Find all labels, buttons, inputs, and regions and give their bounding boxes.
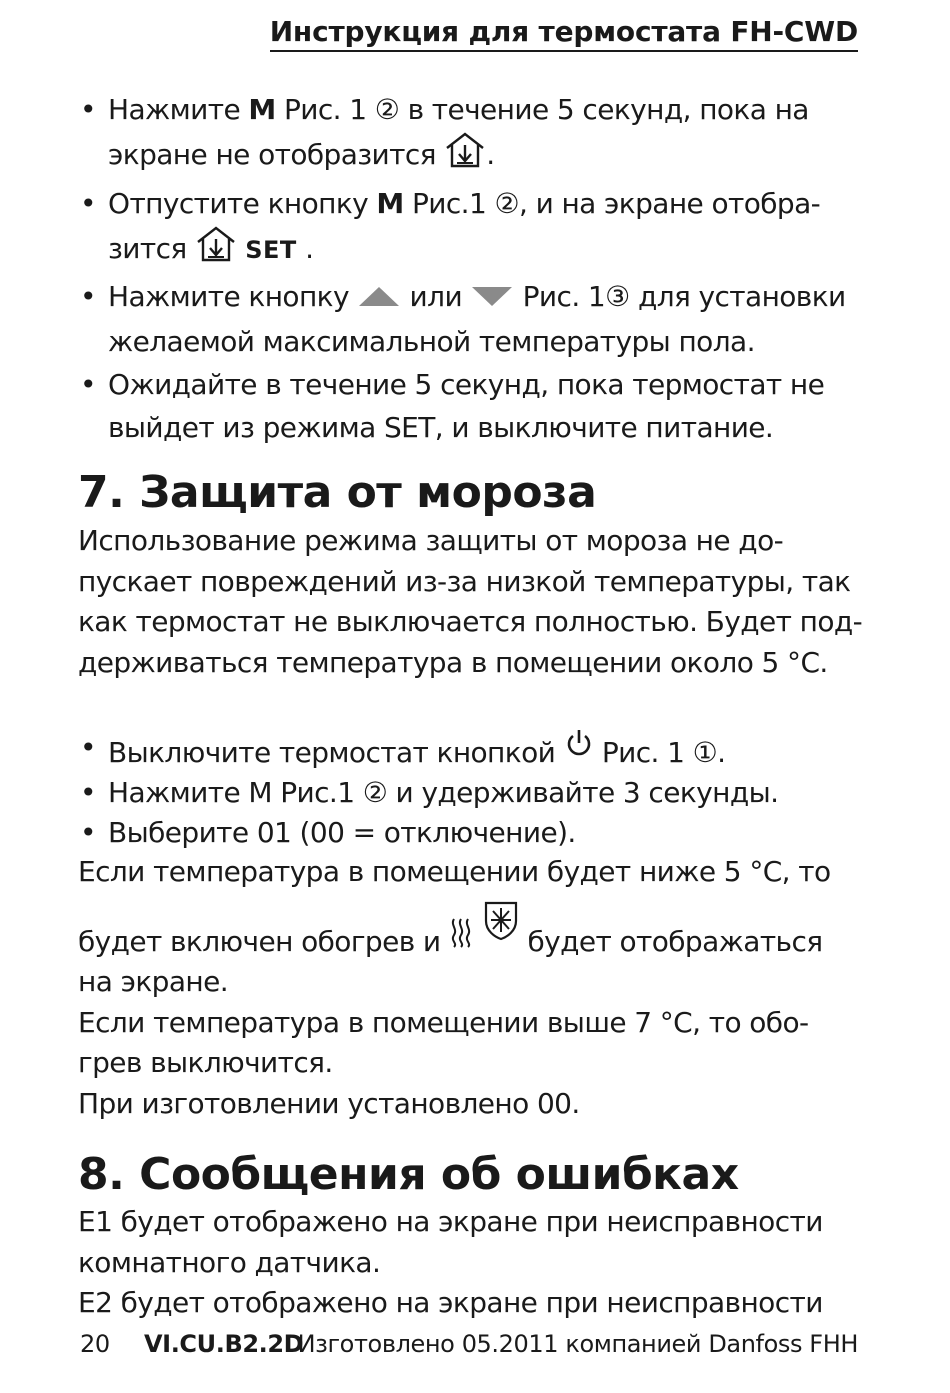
- list-item: [78, 728, 878, 773]
- paragraph-line: как термостат не выключается полностью. Будет под-: [78, 605, 863, 638]
- house-down-arrow-icon: [444, 131, 486, 181]
- paragraph-text: будет отображаться: [519, 924, 823, 958]
- triangle-up-icon: [357, 277, 401, 320]
- step-text: Выключите термостат кнопкой: [108, 736, 564, 769]
- frost-shield-icon: [483, 899, 519, 953]
- step-text: • Нажмите M Рис.1 ② и удерживайте 3 секунды.: [108, 776, 779, 809]
- section-8-heading: 8. Сообщения об ошибках: [78, 1149, 739, 1200]
- manufacture-note: Изготовлено 05.2011 компанией Danfoss FHH: [297, 1330, 858, 1358]
- list-item: [78, 813, 878, 853]
- frost-details: [78, 852, 878, 1124]
- paragraph-line: При изготовлении установлено 00.: [78, 1086, 580, 1120]
- set-display-label: SET: [245, 236, 297, 264]
- paragraph-line: Если температура в помещении будет ниже 5 °C, то: [78, 855, 831, 888]
- power-icon: [564, 728, 594, 769]
- paragraph-line: Если температура в помещении выше 7 °C, то обо-: [78, 1005, 809, 1039]
- mode-key-label: M: [376, 187, 404, 220]
- list-item: [78, 773, 878, 813]
- list-item: [78, 363, 878, 449]
- page-footer: [80, 1330, 870, 1366]
- step-text: • Выберите 01 (00 = отключение).: [108, 816, 576, 849]
- section-7-heading: 7. Защита от мороза: [78, 467, 597, 518]
- paragraph-line: грев выключится.: [78, 1046, 333, 1079]
- frost-steps-list: [78, 728, 878, 853]
- step-text: Нажмите кнопку: [108, 280, 358, 313]
- paragraph-line: Использование режима защиты от мороза не до-: [78, 524, 784, 557]
- step-text: Рис. 1 ①.: [593, 736, 726, 769]
- paragraph-line: пускает повреждений из-за низкой температуры, так: [78, 564, 851, 598]
- paragraph-line: комнатного датчика.: [78, 1245, 381, 1279]
- step-text: Рис.1 ②, и на экране отобра-: [403, 187, 821, 220]
- step-text: Нажмите: [108, 93, 249, 126]
- step-text: Рис. 1③ для установки: [514, 280, 846, 313]
- house-down-arrow-icon: [195, 225, 237, 275]
- step-text: Рис. 1 ② в течение 5 секунд, пока на: [275, 93, 809, 126]
- list-item: [78, 88, 878, 181]
- step-text: Отпустите кнопку: [108, 187, 377, 220]
- list-item: [78, 182, 878, 275]
- paragraph-line: на экране.: [78, 965, 229, 998]
- step-text: зится: [108, 232, 195, 265]
- document-code: VI.CU.B2.2D: [144, 1330, 304, 1358]
- step-text: желаемой максимальной температуры пола.: [108, 324, 755, 358]
- step-text: экране не отобразится: [108, 138, 445, 171]
- paragraph-line: E1 будет отображено на экране при неисправности: [78, 1205, 823, 1238]
- page-header: Инструкция для термостата FH-CWD: [270, 14, 858, 52]
- page-number: 20: [80, 1330, 110, 1358]
- paragraph-line: держиваться температура в помещении около 5 °C.: [78, 645, 828, 679]
- step-text: или: [401, 280, 471, 313]
- paragraph-text: будет включен обогрев и: [78, 924, 449, 958]
- settings-steps-list: [78, 88, 878, 449]
- mode-key-label: M: [248, 93, 276, 126]
- step-text: • Ожидайте в течение 5 секунд, пока термостат не: [108, 367, 825, 401]
- triangle-down-icon: [470, 277, 514, 320]
- paragraph-line: E2 будет отображено на экране при неисправности: [78, 1286, 823, 1319]
- step-text: выйдет из режима SET, и выключите питание.: [108, 410, 774, 444]
- step-text: .: [486, 138, 495, 171]
- step-text: .: [296, 232, 314, 265]
- section-8-body: [78, 1202, 878, 1324]
- heat-waves-icon: [449, 915, 475, 961]
- section-7-intro: [78, 521, 878, 683]
- list-item: [78, 275, 878, 363]
